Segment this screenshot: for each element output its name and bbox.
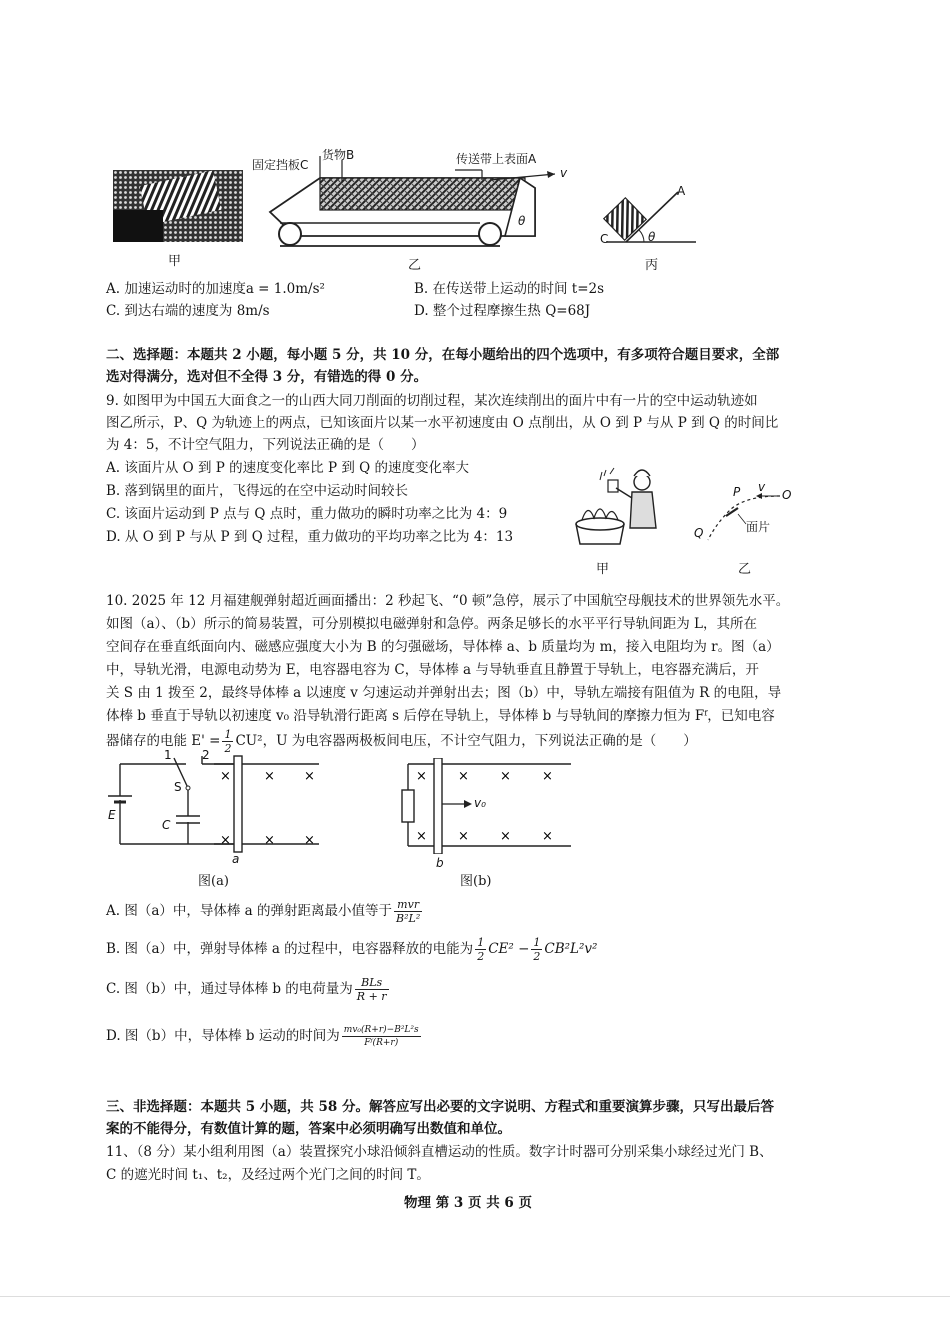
q10-option-a-text: A. 图（a）中，导体棒 a 的弹射距离最小值等于 — [106, 903, 393, 919]
svg-text:×: × — [220, 769, 231, 784]
label-q10a-a: a — [232, 852, 240, 866]
q9-stem-3: 为 4：5，不计空气阻力，下列说法正确的是（ ） — [106, 437, 425, 453]
label-v: v — [560, 166, 568, 180]
label-q9-v: v — [758, 480, 766, 494]
figure-q10-a-circuit — [104, 746, 354, 858]
label-q10a-1: 1 — [164, 748, 172, 762]
section3-heading-2: 案的不能得分，有数值计算的题，答案中必须明确写出数值和单位。 — [106, 1121, 511, 1137]
svg-text:×: × — [542, 769, 553, 784]
svg-text:×: × — [458, 769, 469, 784]
q10-stem-2: 如图（a）、（b）所示的简易装置，可分别模拟电磁弹射和急停。两条足够长的水平平行导轨间距为 L，其所在 — [106, 616, 757, 632]
caption-q10-a: 图(a) — [198, 874, 229, 889]
q10-c-frac-num: BLs — [355, 976, 389, 990]
svg-text:×: × — [220, 833, 231, 848]
q10-d-frac-num: mv₀(R+r)−B²L²s — [343, 1025, 419, 1035]
label-q10a-E: E — [108, 808, 116, 822]
q10-option-c-text: C. 图（b）中，通过导体棒 b 的电荷量为 — [106, 981, 353, 997]
q10-stem-1: 10. 2025 年 12 月福建舰弹射超近画面播出：2 秒起飞、“0 顿”急停，展示了中国航空母舰技术的世界领先水平。 — [106, 593, 790, 609]
q9-option-c: C. 该面片运动到 P 点与 Q 点时，重力做功的瞬时功率之比为 4：9 — [106, 506, 508, 522]
q10-option-c-fraction — [355, 976, 389, 1003]
section2-heading-2: 选对得满分，选对但不全得 3 分，有错选的得 0 分。 — [106, 369, 428, 385]
figure-jia-photo — [113, 170, 243, 242]
label-A: A — [677, 184, 686, 198]
svg-text:×: × — [304, 769, 315, 784]
q10-option-d-fraction — [342, 1024, 421, 1049]
label-theta-belt: θ — [518, 214, 526, 228]
q9-option-d: D. 从 O 到 P 与从 P 到 Q 过程，重力做功的平均功率之比为 4：13 — [106, 529, 514, 545]
q10-stem-6: 体棒 b 垂直于导轨以初速度 v₀ 沿导轨滑行距离 s 后停在导轨上，导体棒 b 与导轨间的摩擦力恒为 Fᶠ，已知电容 — [106, 708, 775, 724]
q10-option-d-text: D. 图（b）中，导体棒 b 运动的时间为 — [106, 1028, 340, 1044]
label-cargo: 货物B — [322, 148, 355, 162]
q10-stem-7-pre: 器储存的电能 E' = — [106, 733, 221, 749]
q10-stem-7-post: CU²，U 为电容器两极板间电压，不计空气阻力，下列说法正确的是（ ） — [235, 733, 697, 749]
label-q10b-b: b — [436, 856, 444, 870]
q9-stem-2: 图乙所示，P、Q 为轨迹上的两点，已知该面片以某一水平初速度由 O 点削出，从 O 到 P 与从 P 到 Q 的时间比 — [106, 415, 779, 431]
q10-b-frac1-den: 2 — [477, 950, 485, 963]
q10-energy-frac-den: 2 — [224, 742, 232, 755]
label-q9-P: P — [733, 485, 741, 499]
q10-stem-5: 关 S 由 1 拨至 2，最终导体棒 a 以速度 v 匀速运动并弹射出去；图（b）中，导轨左端接有阻值为 R 的电阻，导 — [106, 685, 782, 701]
q10-stem-3: 空间存在垂直纸面向内、磁感应强度大小为 B 的匀强磁场，导体棒 a、b 质量均为 m，接入电阻均为 r。图（a） — [106, 639, 780, 655]
page-bottom-divider — [0, 1296, 950, 1297]
q10-d-frac-den: Fᶠ(R+r) — [364, 1038, 399, 1048]
q10-b-frac2-den: 2 — [533, 950, 541, 963]
q9-option-a: A. 该面片从 O 到 P 的速度变化率比 P 到 Q 的速度变化率大 — [106, 460, 469, 476]
q8-option-b: B. 在传送带上运动的时间 t=2s — [414, 281, 605, 297]
q10-option-a-fraction — [394, 898, 422, 925]
q8-option-d: D. 整个过程摩擦生热 Q=68J — [414, 303, 591, 319]
q10-option-b-fraction-2 — [531, 936, 542, 963]
q9-option-b: B. 落到锅里的面片，飞得远的在空中运动时间较长 — [106, 483, 409, 499]
svg-text:×: × — [542, 829, 553, 844]
label-q10a-2: 2 — [202, 748, 210, 762]
q10-b-frac2-num: 1 — [533, 936, 541, 949]
q10-option-d — [106, 1024, 423, 1049]
q9-stem-1: 9. 如图甲为中国五大面食之一的山西大同刀削面的切削过程，某次连续削出的面片中有一片的空中运动轨迹如 — [106, 393, 758, 409]
label-q10b-v0: v₀ — [474, 796, 486, 810]
svg-text:×: × — [304, 833, 315, 848]
svg-text:×: × — [500, 829, 511, 844]
q10-stem-4: 中，导轨光滑，电源电动势为 E，电容器电容为 C，导体棒 a 与导轨垂直且静置于导轨上，电容器充满后，开 — [106, 662, 759, 678]
q10-option-b — [106, 936, 597, 963]
caption-bing: 丙 — [645, 258, 659, 273]
q10-option-b-mid: CE² − — [488, 941, 530, 957]
caption-q9-yi: 乙 — [738, 562, 752, 577]
label-fixed-plate: 固定挡板C — [252, 158, 309, 172]
svg-text:×: × — [416, 829, 427, 844]
caption-jia: 甲 — [168, 254, 182, 269]
label-theta: θ — [648, 230, 656, 244]
figure-q9-jia-chef — [570, 462, 670, 552]
q10-option-b-text: B. 图（a）中，弹射导体棒 a 的过程中，电容器释放的电能为 — [106, 941, 474, 957]
q11-stem-1: 11、（8 分）某小组利用图（a）装置探究小球沿倾斜直槽运动的性质。数字计时器可分别采集小球经过光门 B、 — [106, 1144, 773, 1160]
q10-b-frac1-num: 1 — [477, 936, 485, 949]
svg-text:×: × — [264, 833, 275, 848]
q10-option-b-post: CB²L²v² — [544, 941, 598, 957]
caption-q10-b: 图(b) — [460, 874, 492, 889]
svg-text:×: × — [500, 769, 511, 784]
svg-text:×: × — [416, 769, 427, 784]
section2-heading-1: 二、选择题：本题共 2 小题，每小题 5 分，共 10 分，在每小题给出的四个选项中，有多项符合题目要求，全部 — [106, 347, 780, 363]
label-q10a-S: S — [174, 780, 182, 794]
label-q9-Q: Q — [694, 526, 704, 540]
label-q9-mianpian: 面片 — [746, 520, 771, 534]
label-belt-surface: 传送带上表面A — [456, 152, 537, 166]
q10-a-frac-den: B²L² — [396, 912, 421, 925]
svg-text:×: × — [264, 769, 275, 784]
q8-option-c: C. 到达右端的速度为 8m/s — [106, 303, 270, 319]
q8-option-a: A. 加速运动时的加速度a = 1.0m/s² — [106, 281, 325, 297]
q10-c-frac-den: R + r — [356, 990, 387, 1003]
figure-q10-b-circuit — [396, 758, 576, 854]
q10-a-frac-num: mvr — [394, 898, 422, 912]
q10-option-a — [106, 898, 424, 925]
q10-energy-frac-num: 1 — [224, 728, 232, 741]
q10-option-b-fraction-1 — [475, 936, 486, 963]
caption-yi: 乙 — [408, 258, 422, 273]
label-C: C — [600, 232, 609, 246]
label-q9-O: O — [782, 488, 792, 502]
q10-option-c — [106, 976, 391, 1003]
page-footer: 物理 第 3 页 共 6 页 — [404, 1195, 532, 1211]
q11-stem-2: C 的遮光时间 t₁、t₂，及经过两个光门之间的时间 T。 — [106, 1167, 430, 1183]
svg-text:×: × — [458, 829, 469, 844]
label-q10a-C: C — [162, 818, 171, 832]
section3-heading-1: 三、非选择题：本题共 5 小题，共 58 分。解答应写出必要的文字说明、方程式和重要演算步骤，只写出最后答 — [106, 1099, 774, 1115]
caption-q9-jia: 甲 — [596, 562, 610, 577]
